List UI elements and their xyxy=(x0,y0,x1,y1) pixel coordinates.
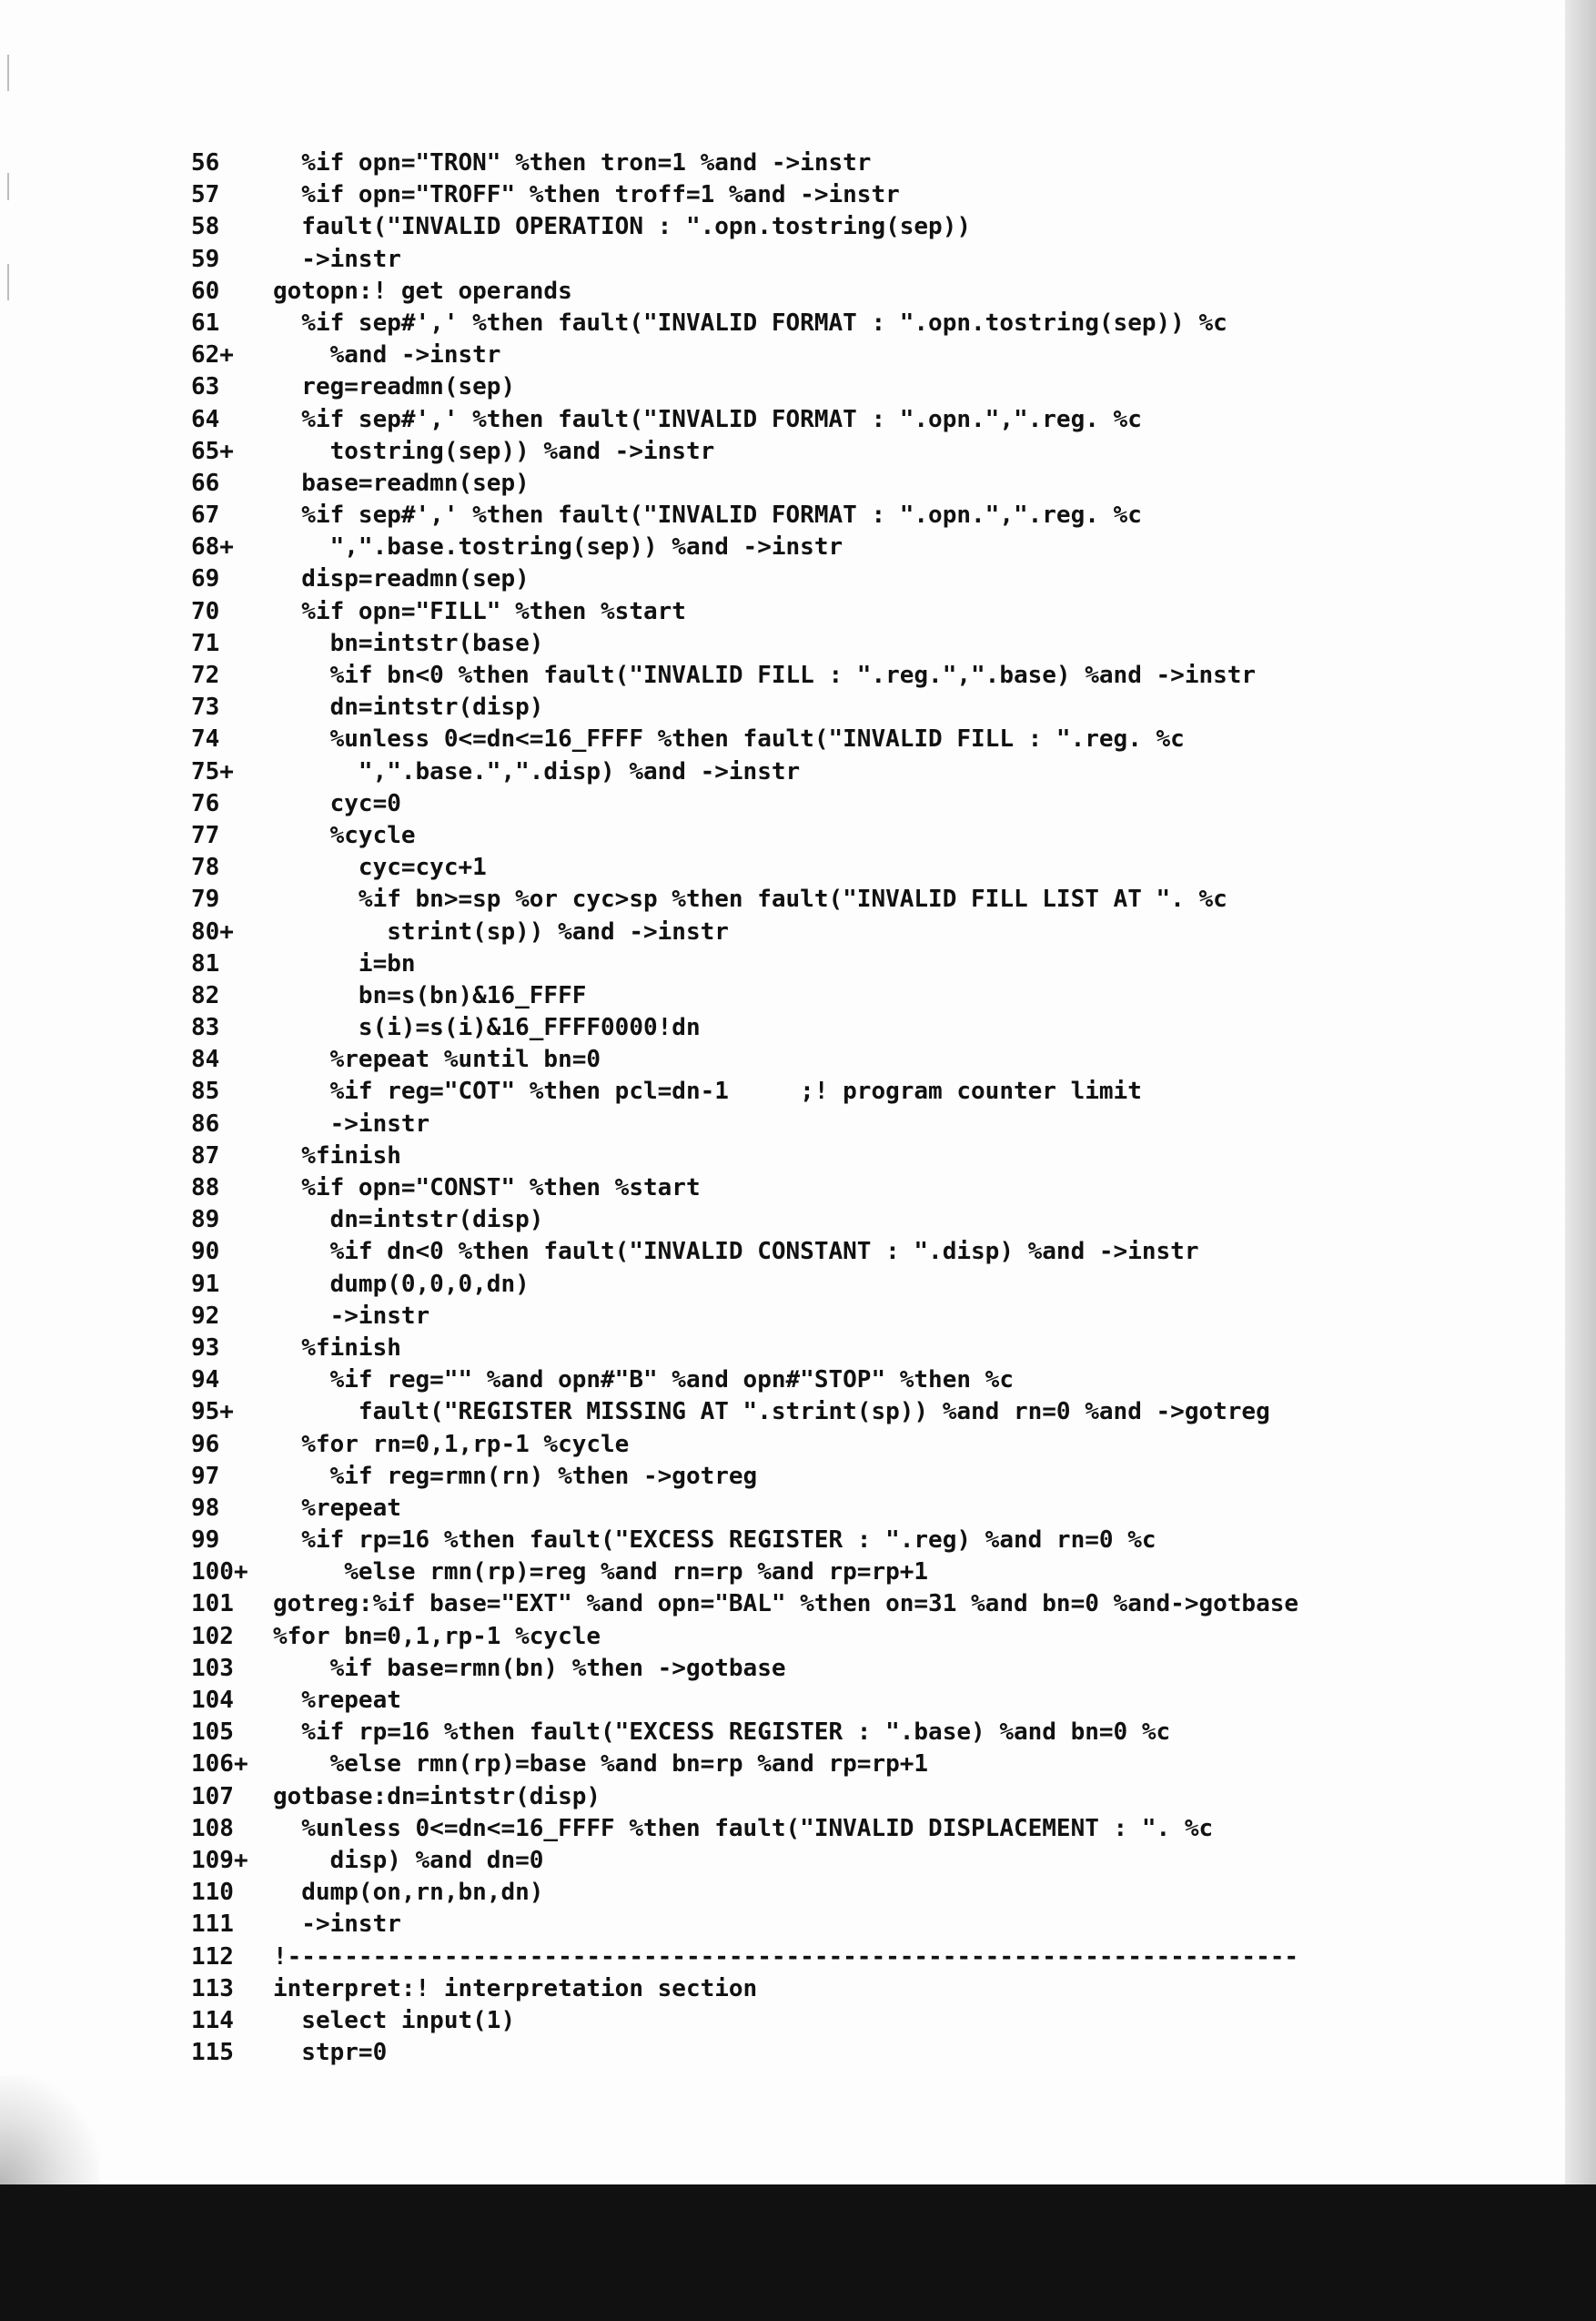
code-text: %if opn="CONST" %then %start xyxy=(273,1174,701,1201)
line-number: 108 xyxy=(191,1814,234,1842)
code-text: %if sep#',' %then fault("INVALID FORMAT : ".opn.tostring(sep)) %c xyxy=(273,309,1227,337)
line-number: 70 xyxy=(191,597,220,625)
code-text: %else rmn(rp)=base %and bn=rp %and rp=rp+1 xyxy=(273,1750,929,1779)
scan-smudge xyxy=(0,2075,100,2184)
code-line xyxy=(191,1748,1483,1780)
code-line xyxy=(191,948,1483,980)
code-line xyxy=(191,980,1483,1012)
code-text: fault("INVALID OPERATION : ".opn.tostring(sep)) xyxy=(273,213,972,241)
code-text: %finish xyxy=(273,1141,401,1170)
line-number: 57 xyxy=(191,181,220,209)
code-text: i=bn xyxy=(273,949,416,978)
line-number: 79 xyxy=(191,886,220,914)
line-number: 84 xyxy=(191,1046,220,1074)
code-line xyxy=(191,820,1483,852)
code-line xyxy=(191,1941,1483,1973)
code-line xyxy=(191,1973,1483,2005)
code-text: %if sep#',' %then fault("INVALID FORMAT : ".opn.",".reg. %c xyxy=(273,502,1142,530)
line-number: 73 xyxy=(191,694,220,722)
line-number: 115 xyxy=(191,2039,234,2067)
code-line xyxy=(191,1909,1483,1941)
code-text: interpret:! interpretation section xyxy=(273,1974,758,2002)
code-text: gotbase:dn=intstr(disp) xyxy=(273,1782,601,1810)
code-line xyxy=(191,884,1483,916)
line-number: 58 xyxy=(191,213,220,241)
margin-mark xyxy=(7,173,9,200)
code-line xyxy=(191,1556,1483,1588)
code-text: stpr=0 xyxy=(273,2039,388,2067)
code-line xyxy=(191,1269,1483,1301)
code-text: %if base=rmn(bn) %then ->gotbase xyxy=(273,1654,786,1682)
line-number: 97 xyxy=(191,1462,220,1490)
code-text: cyc=cyc+1 xyxy=(273,854,487,882)
code-line xyxy=(191,468,1483,500)
code-text: ->instr xyxy=(273,1302,430,1330)
code-text: %if reg=rmn(rn) %then ->gotreg xyxy=(273,1462,758,1490)
code-text: dump(on,rn,bn,dn) xyxy=(273,1879,544,1907)
code-line xyxy=(191,1461,1483,1493)
line-number: 89 xyxy=(191,1206,220,1234)
code-text: %if rp=16 %then fault("EXCESS REGISTER : ".base) %and bn=0 %c xyxy=(273,1718,1171,1747)
code-line xyxy=(191,1076,1483,1108)
line-number: 102 xyxy=(191,1622,234,1650)
code-text: %cycle xyxy=(273,821,416,849)
line-number: 83 xyxy=(191,1014,220,1042)
code-text: reg=readmn(sep) xyxy=(273,373,516,401)
line-number: 86 xyxy=(191,1110,220,1138)
code-text: %if bn<0 %then fault("INVALID FILL : ".reg.",".base) %and ->instr xyxy=(273,662,1257,689)
code-text: %unless 0<=dn<=16_FFFF %then fault("INVALID FILL : ".reg. %c xyxy=(273,725,1185,754)
code-line xyxy=(191,1364,1483,1396)
code-line xyxy=(191,1621,1483,1653)
code-line xyxy=(191,1588,1483,1620)
code-text: bn=intstr(base) xyxy=(273,629,544,657)
code-text: bn=s(bn)&16_FFFF xyxy=(273,981,587,1009)
code-text: %if reg="" %and opn#"B" %and opn#"STOP" %then %c xyxy=(273,1366,1014,1394)
code-line xyxy=(191,404,1483,436)
line-number: 98 xyxy=(191,1494,220,1522)
line-number: 64 xyxy=(191,405,220,433)
line-number: 113 xyxy=(191,1974,234,2002)
code-line xyxy=(191,500,1483,532)
page-right-edge xyxy=(1565,0,1596,2321)
code-line xyxy=(191,1140,1483,1172)
code-text: %else rmn(rp)=reg %and rn=rp %and rp=rp+1 xyxy=(273,1558,929,1586)
line-number: 95+ xyxy=(191,1398,234,1426)
code-text: ->instr xyxy=(273,245,401,273)
line-number: 110 xyxy=(191,1879,234,1907)
code-line xyxy=(191,660,1483,692)
code-line xyxy=(191,852,1483,884)
code-text: %if rp=16 %then fault("EXCESS REGISTER : ".reg) %and rn=0 %c xyxy=(273,1526,1157,1555)
code-text: dn=intstr(disp) xyxy=(273,1206,544,1234)
code-line xyxy=(191,371,1483,403)
code-text: %if opn="FILL" %then %start xyxy=(273,597,686,625)
line-number: 74 xyxy=(191,725,220,754)
code-line xyxy=(191,1653,1483,1685)
code-line xyxy=(191,147,1483,179)
line-number: 66 xyxy=(191,469,220,497)
code-line xyxy=(191,2037,1483,2069)
code-text: %if dn<0 %then fault("INVALID CONSTANT : ".disp) %and ->instr xyxy=(273,1238,1199,1266)
code-line xyxy=(191,436,1483,468)
line-number: 75+ xyxy=(191,757,234,785)
code-text: %if reg="COT" %then pcl=dn-1 ;! program counter limit xyxy=(273,1078,1142,1106)
code-line xyxy=(191,724,1483,755)
line-number: 114 xyxy=(191,2006,234,2034)
code-line xyxy=(191,1781,1483,1813)
code-text: %if sep#',' %then fault("INVALID FORMAT : ".opn.",".reg. %c xyxy=(273,405,1142,433)
line-number: 78 xyxy=(191,854,220,882)
code-text: %and ->instr xyxy=(273,341,501,370)
line-number: 69 xyxy=(191,565,220,593)
code-text: s(i)=s(i)&16_FFFF0000!dn xyxy=(273,1014,701,1042)
code-text: %if opn="TRON" %then tron=1 %and ->instr xyxy=(273,149,872,177)
code-text: %finish xyxy=(273,1333,401,1362)
code-line xyxy=(191,2005,1483,2037)
line-number: 56 xyxy=(191,149,220,177)
line-number: 92 xyxy=(191,1302,220,1330)
code-text: tostring(sep)) %and ->instr xyxy=(273,437,715,465)
code-text: %repeat %until bn=0 xyxy=(273,1046,601,1074)
code-text: select input(1) xyxy=(273,2006,516,2034)
code-text: base=readmn(sep) xyxy=(273,469,530,497)
line-number: 91 xyxy=(191,1270,220,1298)
line-number: 76 xyxy=(191,789,220,817)
code-line xyxy=(191,1012,1483,1044)
line-number: 81 xyxy=(191,949,220,978)
line-number: 112 xyxy=(191,1942,234,1971)
code-line xyxy=(191,340,1483,371)
line-number: 62+ xyxy=(191,341,234,370)
code-text: disp) %and dn=0 xyxy=(273,1846,544,1874)
line-number: 101 xyxy=(191,1590,234,1618)
code-text: dn=intstr(disp) xyxy=(273,694,544,722)
code-line xyxy=(191,179,1483,211)
line-number: 105 xyxy=(191,1718,234,1747)
line-number: 103 xyxy=(191,1654,234,1682)
code-line xyxy=(191,1044,1483,1076)
code-text: %for bn=0,1,rp-1 %cycle xyxy=(273,1622,601,1650)
line-number: 67 xyxy=(191,502,220,530)
line-number: 87 xyxy=(191,1141,220,1170)
line-number: 72 xyxy=(191,662,220,689)
code-text: ",".base.",".disp) %and ->instr xyxy=(273,757,801,785)
line-number: 99 xyxy=(191,1526,220,1555)
code-text: gotopn:! get operands xyxy=(273,277,572,305)
line-number: 88 xyxy=(191,1174,220,1201)
line-number: 61 xyxy=(191,309,220,337)
code-line xyxy=(191,211,1483,243)
line-number: 90 xyxy=(191,1238,220,1266)
code-line xyxy=(191,628,1483,660)
code-line xyxy=(191,1813,1483,1845)
code-text: disp=readmn(sep) xyxy=(273,565,530,593)
code-text: %if opn="TROFF" %then troff=1 %and ->instr xyxy=(273,181,900,209)
line-number: 100+ xyxy=(191,1558,248,1586)
code-line xyxy=(191,1333,1483,1364)
line-number: 85 xyxy=(191,1078,220,1106)
code-line xyxy=(191,1717,1483,1748)
code-line xyxy=(191,563,1483,595)
code-line xyxy=(191,1845,1483,1877)
code-line xyxy=(191,756,1483,788)
code-line xyxy=(191,1396,1483,1428)
line-number: 107 xyxy=(191,1782,234,1810)
code-line xyxy=(191,1301,1483,1333)
code-line xyxy=(191,532,1483,563)
code-line xyxy=(191,692,1483,724)
code-line xyxy=(191,1685,1483,1717)
line-number: 71 xyxy=(191,629,220,657)
line-number: 77 xyxy=(191,821,220,849)
margin-mark xyxy=(7,264,9,300)
line-number: 80+ xyxy=(191,917,234,946)
code-line xyxy=(191,308,1483,340)
code-line xyxy=(191,788,1483,820)
line-number: 111 xyxy=(191,1911,234,1939)
code-line xyxy=(191,1429,1483,1461)
code-text: !----------------------------------------------------------------------- xyxy=(273,1942,1299,1971)
line-number: 82 xyxy=(191,981,220,1009)
line-number: 94 xyxy=(191,1366,220,1394)
line-number: 60 xyxy=(191,277,220,305)
code-listing xyxy=(191,147,1483,2069)
line-number: 93 xyxy=(191,1333,220,1362)
code-line xyxy=(191,596,1483,628)
code-text: ->instr xyxy=(273,1110,430,1138)
code-line xyxy=(191,1877,1483,1909)
code-text: gotreg:%if base="EXT" %and opn="BAL" %then on=31 %and bn=0 %and->gotbase xyxy=(273,1590,1299,1618)
code-text: dump(0,0,0,dn) xyxy=(273,1270,530,1298)
code-line xyxy=(191,1172,1483,1204)
code-text: cyc=0 xyxy=(273,789,401,817)
margin-mark xyxy=(7,55,9,91)
scan-bottom-band xyxy=(0,2184,1596,2321)
line-number: 59 xyxy=(191,245,220,273)
code-text: strint(sp)) %and ->instr xyxy=(273,917,729,946)
code-text: %repeat xyxy=(273,1494,401,1522)
line-number: 96 xyxy=(191,1430,220,1458)
code-line xyxy=(191,1204,1483,1236)
code-line xyxy=(191,1525,1483,1556)
code-text: %unless 0<=dn<=16_FFFF %then fault("INVALID DISPLACEMENT : ". %c xyxy=(273,1814,1214,1842)
line-number: 68+ xyxy=(191,533,234,562)
code-text: %repeat xyxy=(273,1687,401,1714)
code-line xyxy=(191,1493,1483,1525)
code-text: ",".base.tostring(sep)) %and ->instr xyxy=(273,533,843,562)
code-line xyxy=(191,244,1483,276)
code-text: %for rn=0,1,rp-1 %cycle xyxy=(273,1430,630,1458)
code-text: ->instr xyxy=(273,1911,401,1939)
line-number: 109+ xyxy=(191,1846,248,1874)
line-number: 106+ xyxy=(191,1750,248,1779)
code-line xyxy=(191,276,1483,308)
code-text: %if bn>=sp %or cyc>sp %then fault("INVALID FILL LIST AT ". %c xyxy=(273,886,1227,914)
line-number: 63 xyxy=(191,373,220,401)
code-line xyxy=(191,917,1483,948)
line-number: 104 xyxy=(191,1687,234,1714)
code-line xyxy=(191,1236,1483,1268)
line-number: 65+ xyxy=(191,437,234,465)
code-line xyxy=(191,1109,1483,1140)
code-text: fault("REGISTER MISSING AT ".strint(sp)) %and rn=0 %and ->gotreg xyxy=(273,1398,1270,1426)
